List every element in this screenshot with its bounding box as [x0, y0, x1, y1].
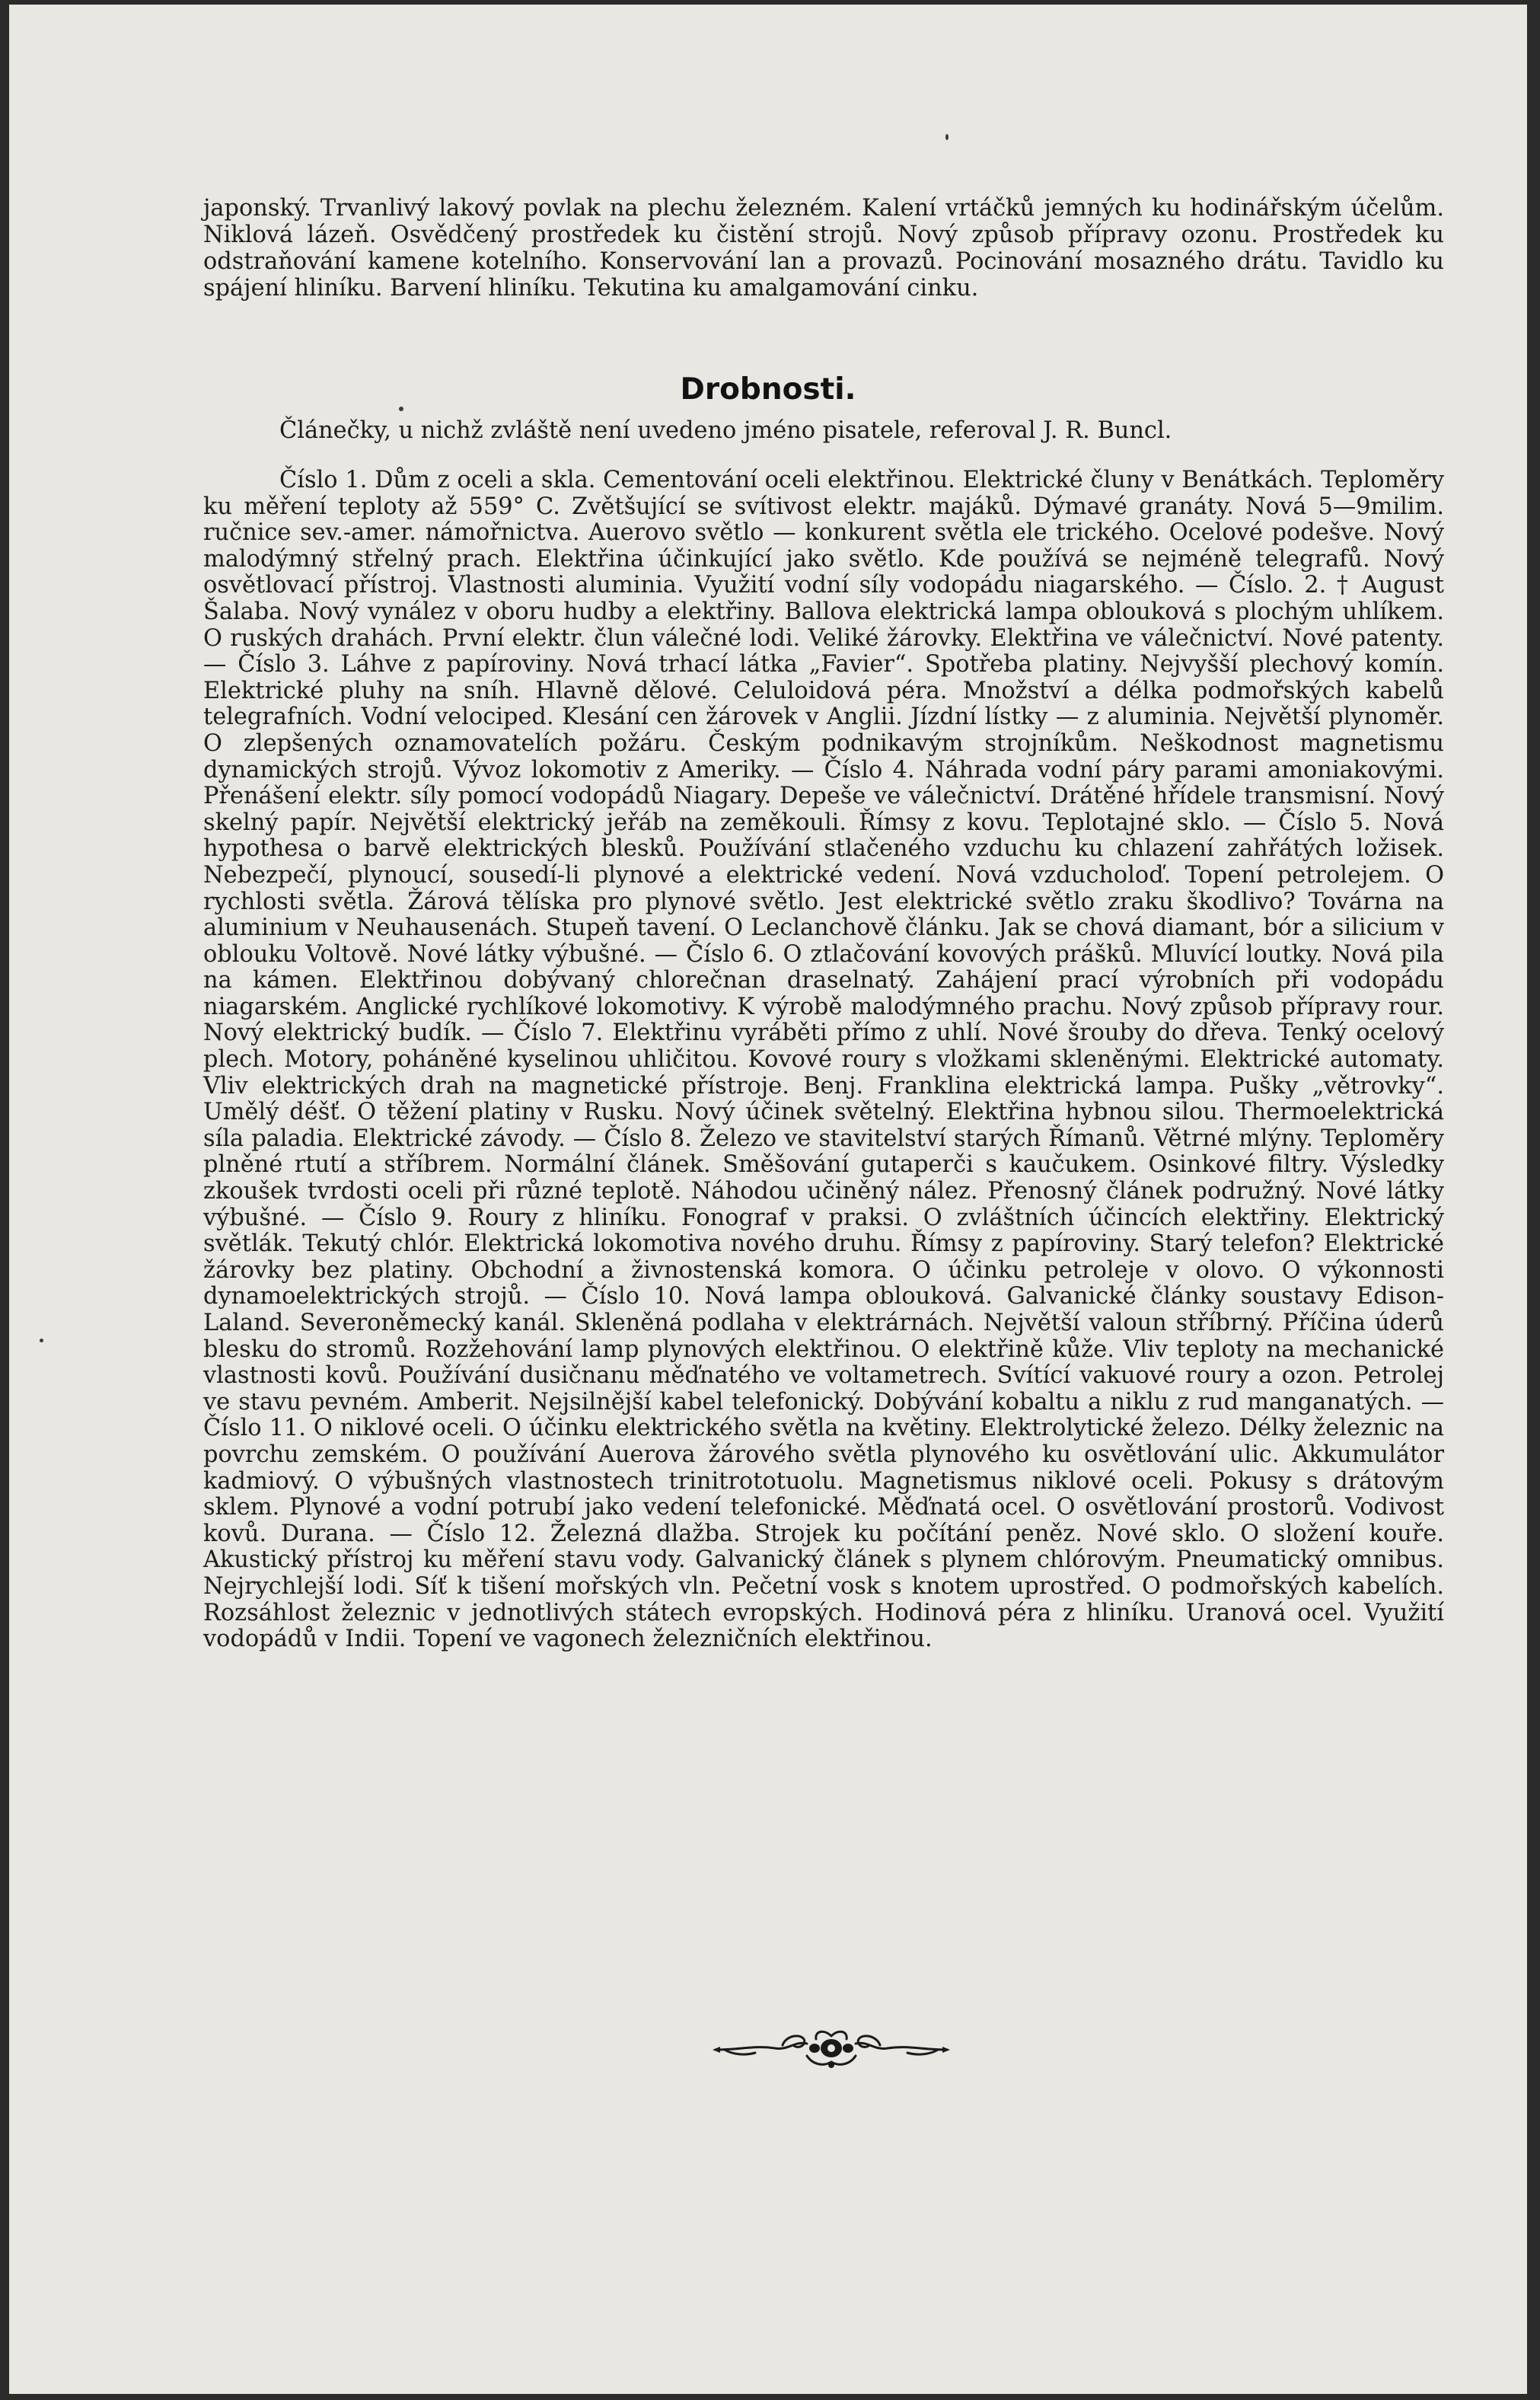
decorative-vignette-icon — [709, 2022, 953, 2076]
section-heading: Drobnosti. — [680, 372, 856, 407]
print-speck-mark — [40, 1339, 43, 1342]
contents-paragraph: Číslo 1. Dům z oceli a skla. Cementování oceli elektřinou. Elektrické čluny v Benátkách. Teploměry ku měření teploty až 559° C. Zvětšující se svítivost elektr. majáků. Dýmavé granáty. Nová 5—9milim. ručnice sev.-amer. námořnictva. Auerovo světlo — konkurent světla ele trického. Ocelové podešve. Nový malodýmný střelný prach. Elektřina účinkující jako světlo. Kde používá se nejméně telegrafů. Nový osvětlovací přístroj. Vlastnosti aluminia. Využití vodní síly vodopádu niagarského. — Číslo. 2. † August Šalaba. Nový vynález v oboru hudby a elektřiny. Ballova elektrická lampa oblouková s plochým uhlíkem. O ruských drahách. První elektr. člun válečné lodi. Veliké žárovky. Elektřina ve válečnictví. Nové patenty. — Číslo 3. Láhve z papíroviny. Nová trhací látka „Favier“. Spotřeba platiny. Nejvyšší plechový komín. Elektrické pluhy na sníh. Hlavně dělové. Celuloidová péra. Množství a délka podmořských kabelů telegrafních. Vodní velociped. Klesání cen žárovek v Anglii. Jízdní lístky — z aluminia. Největší plynoměr. O zlepšených oznamovatelích požáru. Českým podnikavým strojníkům. Neškodnost magnetismu dynamických strojů. Vývoz lokomotiv z Ameriky. — Číslo 4. Náhrada vodní páry parami amoniakovými. Přenášení elektr. síly pomocí vodopádů Niagary. Depeše ve válečnictví. Drátěné hřídele transmisní. Nový skelný papír. Největší elektrický jeřáb na zeměkouli. Římsy z kovu. Teplotajné sklo. — Číslo 5. Nová hypothesa o barvě elektrických blesků. Používání stlačeného vzduchu ku chlazení zahřátých ložisek. Nebezpečí, plynoucí, sousedí-li plynové a elektrické vedení. Nová vzducholoď. Topení petrolejem. O rychlosti světla. Žárová tělíska pro plynové světlo. Jest elektrické světlo zraku škodlivo? Továrna na aluminium v Neuhausenách. Stupeň tavení. O Leclanchově článku. Jak se chová diamant, bór a silicium v oblouku Voltově. Nové látky výbušné. — Číslo 6. O ztlačování kovových prášků. Mluvící loutky. Nová pila na kámen. Elektřinou dobývaný chlorečnan draselnatý. Zahájení prací výrobních při vodopádu niagarském. Anglické rychlíkové lokomotivy. K výrobě malodýmného prachu. Nový způsob přípravy rour. Nový elektrický budík. — Číslo 7. Elektřinu vyráběti přímo z uhlí. Nové šrouby do dřeva. Tenký ocelový plech. Motory, poháněné kyselinou uhličitou. Kovové roury s vložkami skleněnými. Elektrické automaty. Vliv elektrických drah na magnetické přístroje. Benj. Franklina elektrická lampa. Pušky „větrovky“. Umělý déšť. O těžení platiny v Rusku. Nový účinek světelný. Elektřina hybnou silou. Thermoelektrická síla paladia. Elektrické závody. — Číslo 8. Železo ve stavitelství starých Římanů. Větrné mlýny. Teploměry plněné rtutí a stříbrem. Normální článek. Směšování gutaperči s kaučukem. Osinkové filtry. Výsledky zkoušek tvrdosti oceli při různé teplotě. Náhodou učiněný nález. Přenosný článek podružný. Nové látky výbušné. — Číslo 9. Roury z hliníku. Fonograf v praksi. O zvláštních účincích elektřiny. Elektrický světlák. Tekutý chlór. Elektrická lokomotiva nového druhu. Římsy z papíroviny. Starý telefon? Elektrické žárovky bez platiny. Obchodní a živnostenská komora. O účinku petroleje v olovo. O výkonnosti dynamoelektrických strojů. — Číslo 10. Nová lampa oblouková. Galvanické články soustavy Edison-Laland. Severoněmecký kanál. Skleněná podlaha v elektrárnách. Největší valoun stříbrný. Příčina úderů blesku do stromů. Rozžehování lamp plynových elektřinou. O elektřině kůže. Vliv teploty na mechanické vlastnosti kovů. Používání dusičnanu měďnatého ve voltametrech. Svítící vakuové roury a ozon. Petrolej ve stavu pevném. Amberit. Nejsilnější kabel telefonický. Dobývání kobaltu a niklu z rud manganatých. — Číslo 11. O niklové oceli. O účinku elektrického světla na květiny. Elektrolytické železo. Délky železnic na povrchu zemském. O používání Auerova žárového světla plynového ku osvětlování ulic. Akkumulátor kadmiový. O výbušných vlastnostech trinitrototuolu. Magnetismus niklové oceli. Pokusy s drátovým sklem. Plynové a vodní potrubí jako vedení telefonické. Měďnatá ocel. O osvětlování prostorů. Vodivost kovů. Durana. — Číslo 12. Železná dlažba. Strojek ku počítání peněz. Nové sklo. O složení kouře. Akustický přístroj ku měření stavu vody. Galvanický článek s plynem chlórovým. Pneumatický omnibus. Nejrychlejší lodi. Síť k tišení mořských vln. Pečetní vosk s knotem uprostřed. O podmořských kabelích. Rozsáhlost železnic v jednotlivých státech evropských. Hodinová péra z hliníku. Uranová ocel. Využití vodopádů v Indii. Topení ve vagonech železničních elektřinou. — [203, 467, 1444, 1653]
document-page — [9, 5, 1527, 2394]
intro-paragraph: japonský. Trvanlivý lakový povlak na plechu železném. Kalení vrtáčků jemných ku hodinářským účelům. Niklová lázeň. Osvědčený prostředek ku čistění strojů. Nový způsob přípravy ozonu. Prostředek ku odstraňování kamene kotelního. Konservování lan a provazů. Pocinování mosazného drátu. Tavidlo ku spájení hliníku. Barvení hliníku. Tekutina ku amalgamování cinku. — [203, 195, 1444, 302]
print-speck-mark — [945, 134, 949, 140]
print-speck-mark — [399, 407, 403, 411]
section-subtitle: Článečky, u nichž zvláště není uvedeno jméno pisatele, referoval J. R. Buncl. — [279, 417, 1172, 444]
